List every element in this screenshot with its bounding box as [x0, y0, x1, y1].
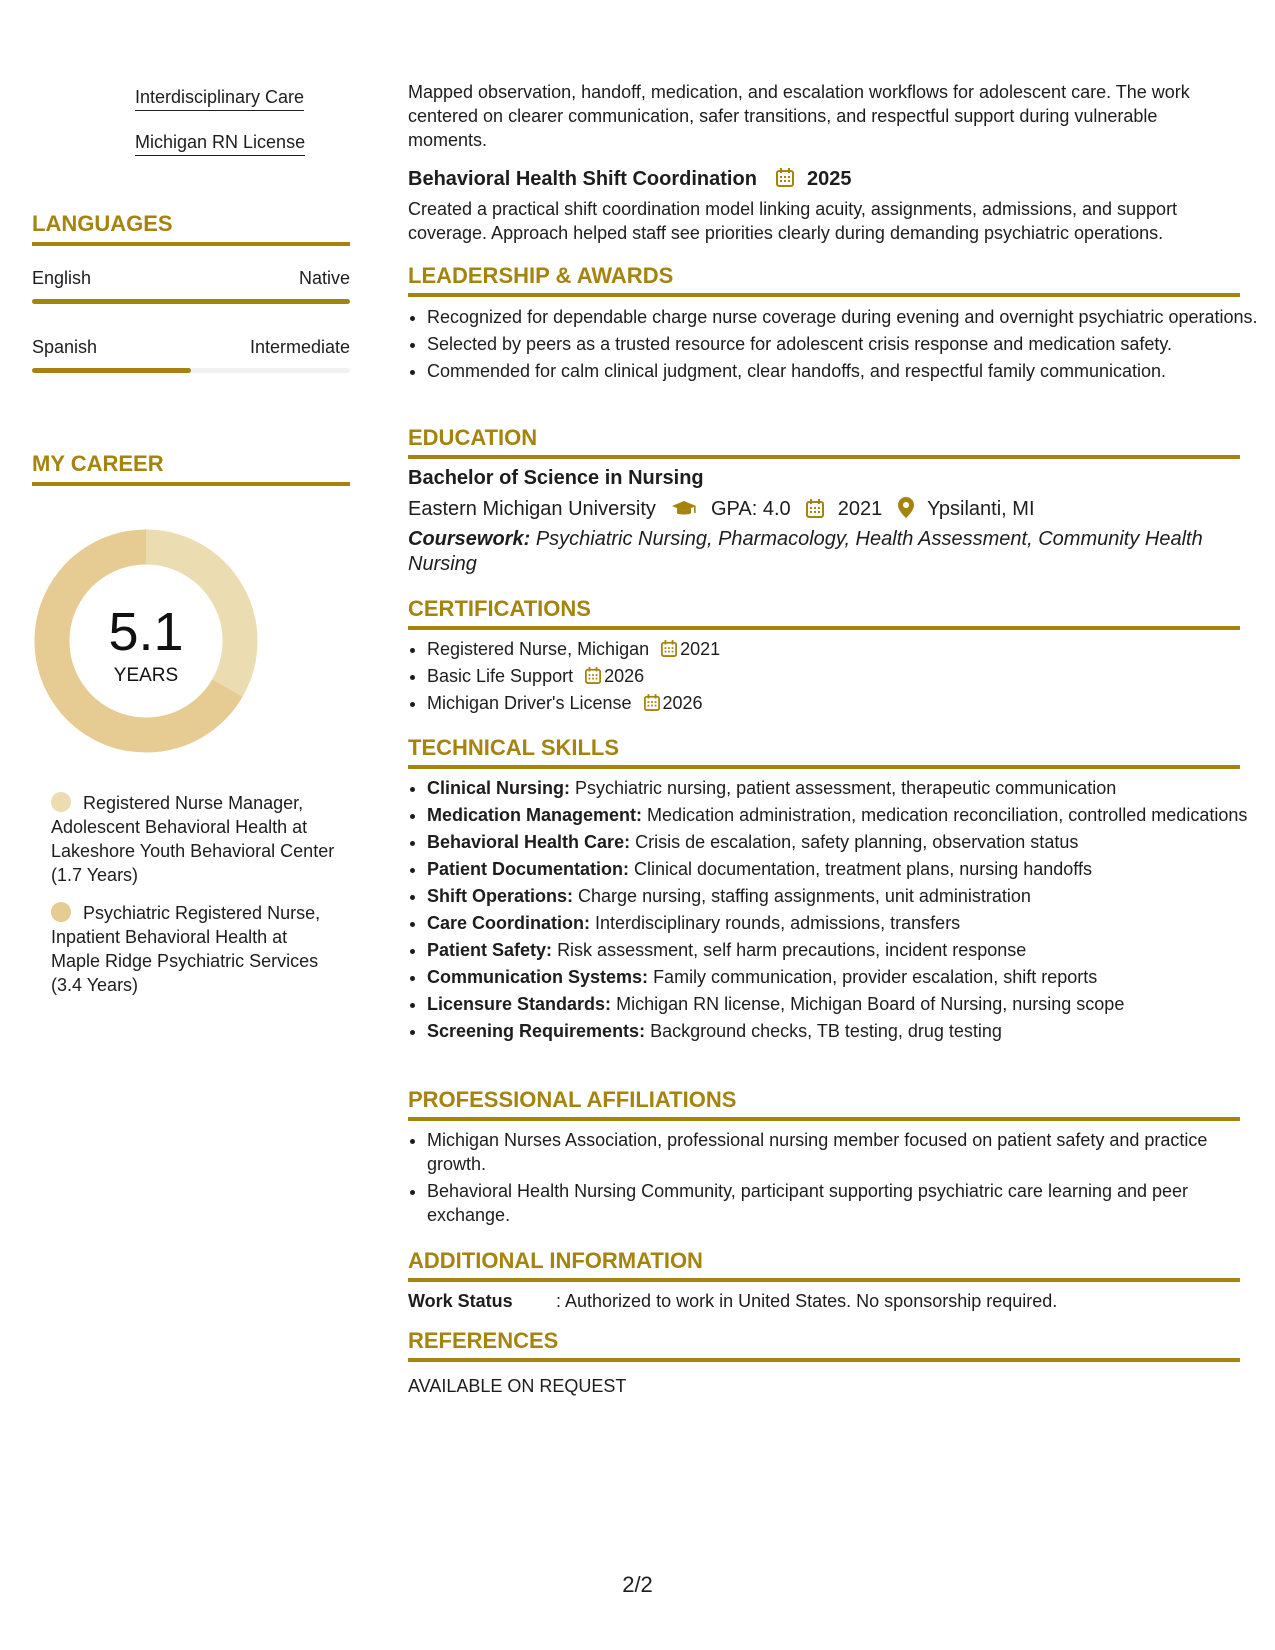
affiliations-heading: PROFESSIONAL AFFILIATIONS — [408, 1087, 1240, 1121]
skill-text: Charge nursing, staffing assignments, unit administration — [578, 886, 1031, 906]
calendar-icon — [661, 640, 677, 657]
list-item — [427, 691, 1259, 715]
languages-heading: LANGUAGES — [32, 211, 350, 246]
legend-dot — [51, 792, 71, 812]
legend-dot — [51, 902, 71, 922]
skill-label: Screening Requirements: — [427, 1021, 646, 1041]
calendar-icon — [776, 168, 794, 187]
career-legend-text: Psychiatric Registered Nurse, Inpatient Behavioral Health at Maple Ridge Psychiatric Services (3.4 Years) — [51, 903, 321, 995]
project-description: Mapped observation, handoff, medication, and escalation workflows for adolescent care. The work centered on clearer communication, safer transitions, and respectful support during vulnerable moments. — [408, 82, 1190, 150]
skill-label: Medication Management: — [427, 805, 643, 825]
certification-year: 2026 — [662, 693, 703, 713]
language-level: Intermediate — [249, 337, 350, 357]
list-item — [427, 803, 1259, 827]
affiliations-list — [408, 1128, 1259, 1230]
career-legend-text: Registered Nurse Manager, Adolescent Behavioral Health at Lakeshore Youth Behavioral Center (1.7 Years) — [51, 793, 335, 885]
list-item: • Michigan Nurses Association, professional nursing member focused on patient safety and practice growth. — [427, 1128, 1259, 1176]
list-item — [427, 992, 1259, 1016]
list-item — [427, 938, 1259, 962]
language-name: Spanish — [32, 337, 98, 357]
list-item — [427, 637, 1259, 661]
skill-text: Crisis de escalation, safety planning, observation status — [635, 832, 1079, 852]
project-title: Behavioral Health Shift Coordination — [408, 168, 757, 190]
skill-text: Michigan RN license, Michigan Board of Nursing, nursing scope — [616, 994, 1125, 1014]
skill-label: Patient Documentation: — [427, 859, 630, 879]
certifications-list — [408, 637, 1259, 718]
language-name: English — [32, 268, 92, 288]
language-bar-fill — [32, 368, 191, 373]
skill-label: Shift Operations: — [427, 886, 574, 906]
skill-text: Risk assessment, self harm precautions, incident response — [557, 940, 1027, 960]
school-location: Ypsilanti, MI — [927, 498, 1035, 520]
language-bar — [32, 299, 350, 304]
certification-name: Basic Life Support — [427, 666, 574, 686]
project-description: Created a practical shift coordination model linking acuity, assignments, admissions, and support coverage. Approach helped staff see priorities clearly during demanding psychiatric operations. — [408, 199, 1178, 243]
language-bar — [32, 368, 350, 373]
certification-year: 2026 — [604, 666, 645, 686]
degree-title: Bachelor of Science in Nursing — [408, 467, 704, 489]
career-total-unit: YEARS — [113, 665, 179, 686]
link-interdisciplinary-care[interactable]: Interdisciplinary Care — [135, 87, 304, 111]
list-item — [427, 965, 1259, 989]
education-details — [408, 497, 1035, 521]
list-item: • Commended for calm clinical judgment, clear handoffs, and respectful family communication. — [427, 359, 1259, 383]
skill-label: Care Coordination: — [427, 913, 591, 933]
skill-label: Patient Safety: — [427, 940, 553, 960]
list-item: • Selected by peers as a trusted resource for adolescent crisis response and medication safety. — [427, 332, 1259, 356]
references-heading: REFERENCES — [408, 1328, 1240, 1362]
project-title-row — [408, 167, 852, 191]
language-bar-fill — [32, 299, 350, 304]
gpa: GPA: 4.0 — [711, 498, 791, 520]
location-pin-icon — [898, 497, 914, 518]
skill-label: Communication Systems: — [427, 967, 649, 987]
skill-text: Clinical documentation, treatment plans, nursing handoffs — [634, 859, 1092, 879]
list-item: • Behavioral Health Nursing Community, participant supporting psychiatric care learning and peer exchange. — [427, 1179, 1259, 1227]
list-item — [427, 911, 1259, 935]
leadership-heading: LEADERSHIP & AWARDS — [408, 263, 1240, 297]
skill-label: Licensure Standards: — [427, 994, 612, 1014]
skill-label: Behavioral Health Care: — [427, 832, 631, 852]
calendar-icon — [806, 499, 824, 518]
calendar-icon — [585, 667, 601, 684]
references-text: AVAILABLE ON REQUEST — [408, 1376, 627, 1396]
list-item — [427, 1019, 1259, 1043]
list-item — [427, 776, 1259, 800]
link-michigan-rn-license[interactable]: Michigan RN License — [135, 132, 305, 156]
certifications-heading: CERTIFICATIONS — [408, 596, 1240, 630]
technical-skills-heading: TECHNICAL SKILLS — [408, 735, 1240, 769]
coursework-label: Coursework: — [408, 528, 531, 550]
certification-name: Registered Nurse, Michigan — [427, 639, 650, 659]
skill-text: Medication administration, medication reconciliation, controlled medications — [647, 805, 1248, 825]
leadership-list — [408, 305, 1259, 386]
certification-year: 2021 — [680, 639, 721, 659]
skill-text: Interdisciplinary rounds, admissions, transfers — [595, 913, 961, 933]
language-row — [32, 267, 350, 289]
graduation-year: 2021 — [837, 498, 883, 520]
school-name: Eastern Michigan University — [408, 498, 656, 520]
career-heading: MY CAREER — [32, 451, 350, 486]
list-item — [427, 884, 1259, 908]
page-number: 2/2 — [622, 1572, 653, 1597]
list-item — [427, 664, 1259, 688]
skill-text: Background checks, TB testing, drug testing — [650, 1021, 1002, 1041]
skill-label: Clinical Nursing: — [427, 778, 571, 798]
skill-text: Psychiatric nursing, patient assessment, therapeutic communication — [575, 778, 1117, 798]
work-status-label: Work Status — [408, 1291, 513, 1311]
list-item — [427, 857, 1259, 881]
calendar-icon — [644, 694, 660, 711]
career-total-years: 5.1 — [108, 602, 184, 662]
coursework — [408, 527, 1240, 577]
list-item — [427, 830, 1259, 854]
education-heading: EDUCATION — [408, 425, 1240, 459]
career-legend-item — [51, 791, 341, 887]
certification-name: Michigan Driver's License — [427, 693, 632, 713]
career-legend-item — [51, 901, 341, 997]
coursework-text: Psychiatric Nursing, Pharmacology, Health Assessment, Community Health Nursing — [408, 528, 1203, 575]
work-status-value: : Authorized to work in United States. No sponsorship required. — [556, 1291, 1058, 1311]
technical-skills-list — [408, 776, 1259, 1046]
additional-information-heading: ADDITIONAL INFORMATION — [408, 1248, 1240, 1282]
skill-text: Family communication, provider escalation, shift reports — [653, 967, 1098, 987]
language-level: Native — [298, 268, 350, 288]
work-status-row — [408, 1289, 1240, 1313]
graduation-cap-icon — [671, 500, 697, 518]
list-item: • Recognized for dependable charge nurse coverage during evening and overnight psychiatric operations. — [427, 305, 1259, 329]
language-row — [32, 336, 350, 358]
project-year: 2025 — [807, 168, 852, 190]
